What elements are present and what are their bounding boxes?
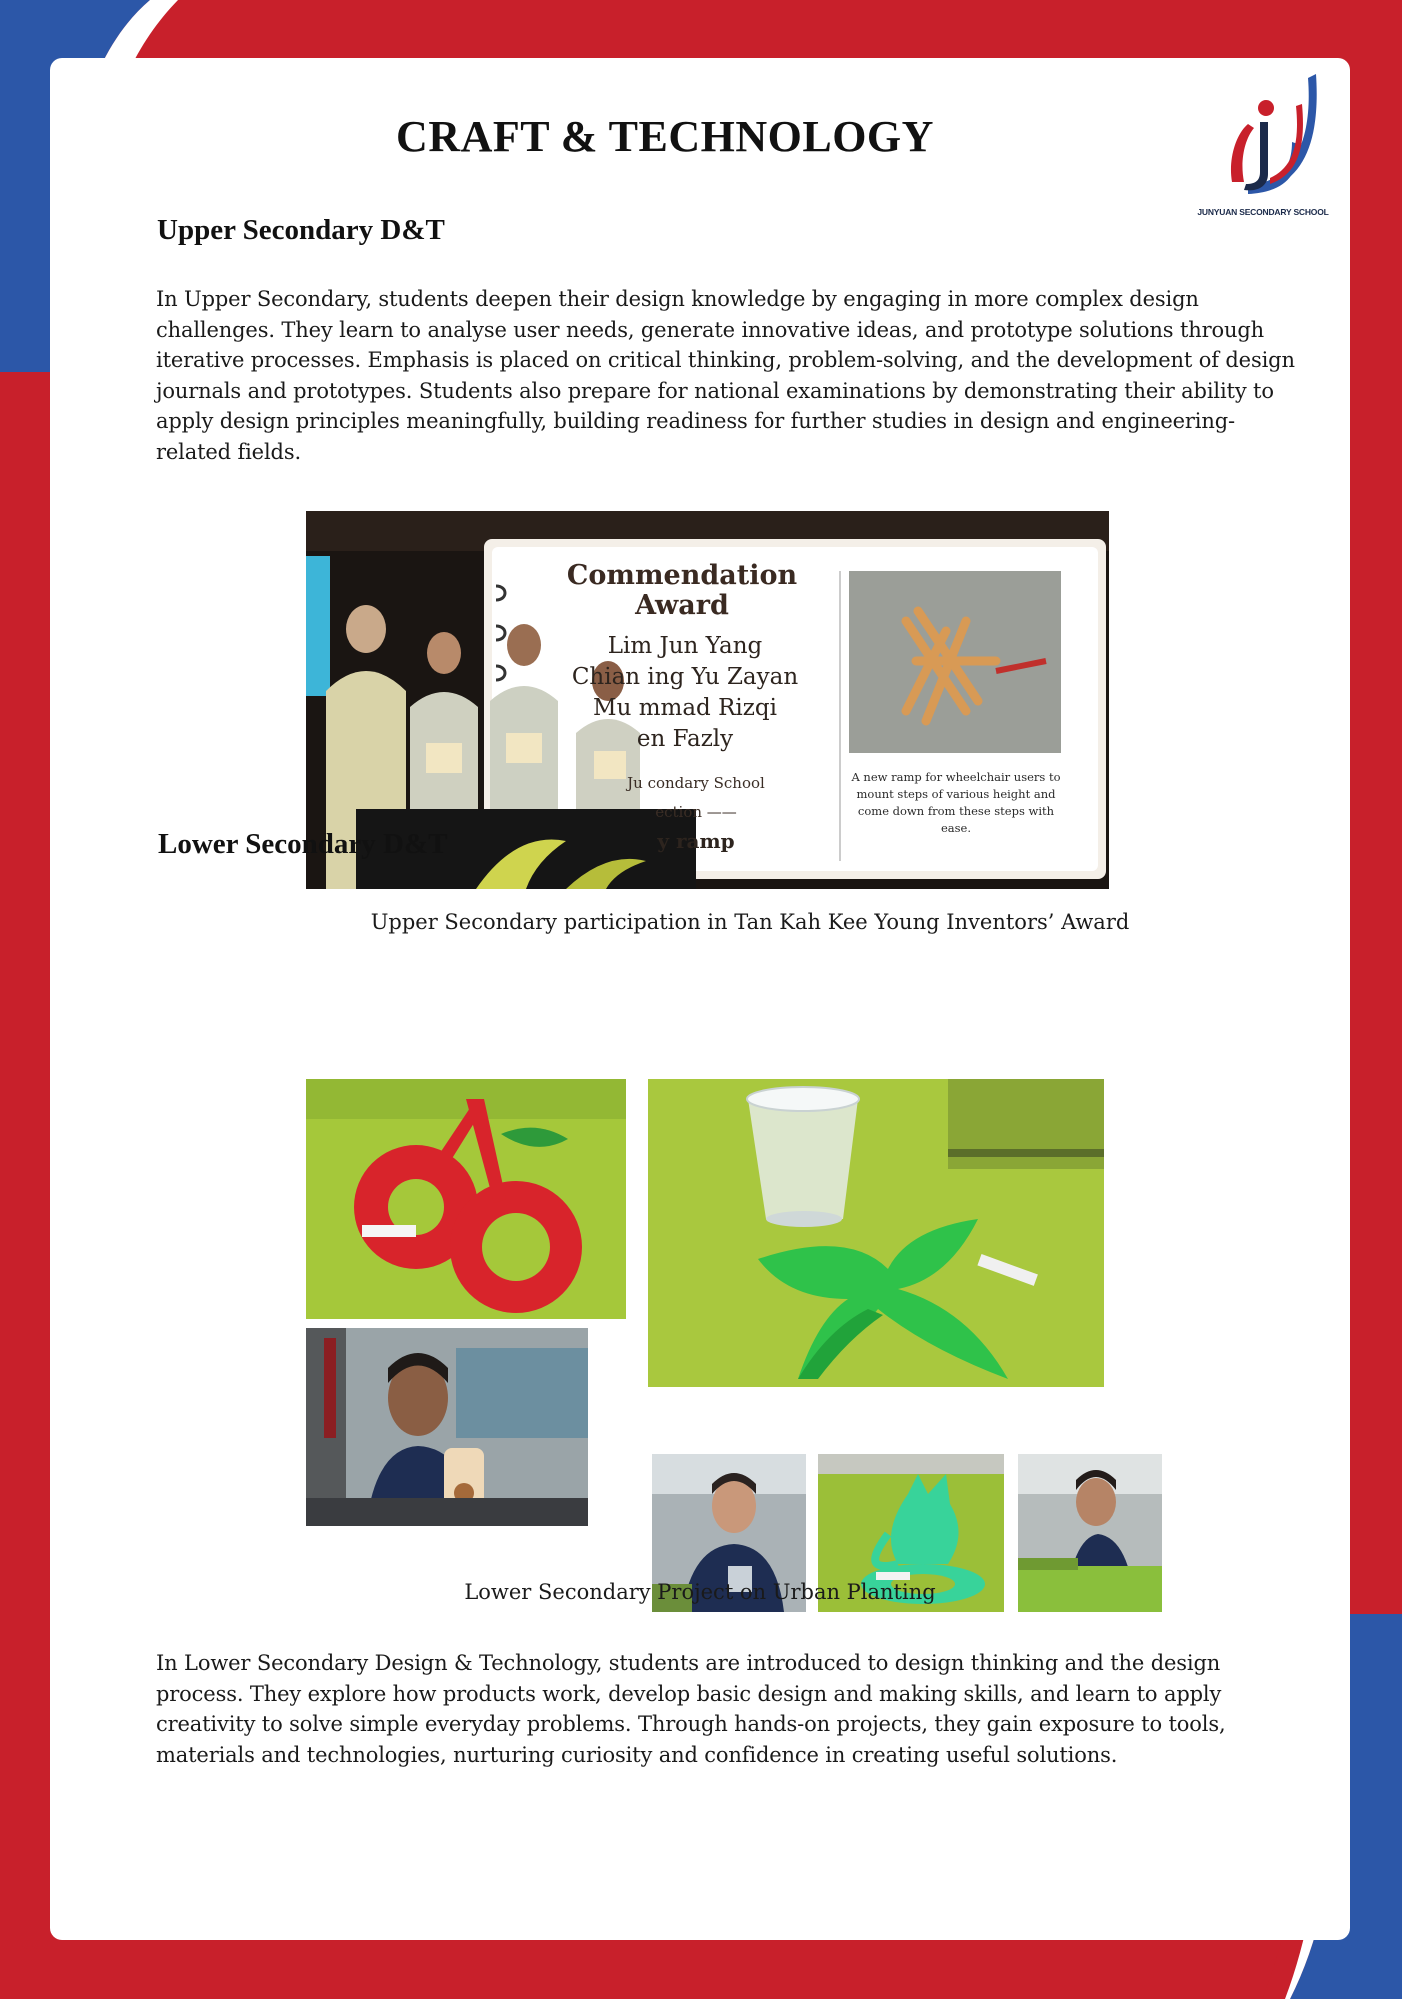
cherry-planter-photo <box>306 1079 626 1319</box>
school-logo <box>1188 64 1338 222</box>
upper-secondary-heading: Upper Secondary D&T <box>157 214 445 246</box>
board-title <box>552 561 812 621</box>
board-name: en Fazly <box>636 726 734 752</box>
lower-secondary-paragraph: In Lower Secondary Design & Technology, students are introduced to design thinking and the design process. They explore how products work, develop basic design and making skills, and learn to apply creativity to solve simple everyday problems. Through hands-on projects, they gain exposure to tools, materials and technologies, nurturing curiosity and confidence in creating useful solutions. <box>156 1651 1226 1767</box>
junyuan-school-crest-icon <box>1188 64 1338 209</box>
board-name: Mu mmad Rizqi <box>593 695 777 721</box>
board-project: y ramp <box>657 829 735 853</box>
cup-planter-photo <box>648 1079 1104 1387</box>
board-names <box>540 631 830 755</box>
lower-secondary-caption: Lower Secondary Project on Urban Planting <box>464 1580 936 1604</box>
upper-secondary-caption: Upper Secondary participation in Tan Kah Kee Young Inventors’ Award <box>370 910 1130 934</box>
board-description: A new ramp for wheelchair users to mount steps of various height and come down from these steps with ease. <box>851 770 1061 835</box>
upper-secondary-paragraph: In Upper Secondary, students deepen their design knowledge by engaging in more complex design challenges. They learn to analyse user needs, generate innovative ideas, and prototype solutions through iterative processes. Emphasis is placed on critical thinking, problem-solving, and the development of design journals and prototypes. Students also prepare for national examinations by demonstrating their ability to apply design principles meaningfully, building readiness for further studies in design and engineering-related fields. <box>156 287 1295 464</box>
logo-text: JUNYUAN SECONDARY SCHOOL <box>1197 207 1329 217</box>
board-name: Chian ing Yu Zayan <box>571 664 799 690</box>
lower-secondary-heading: Lower Secondary D&T <box>158 828 448 860</box>
student-workshop-photo <box>306 1328 588 1526</box>
board-title-line1: Commendation <box>566 560 798 591</box>
board-section: ection —— <box>655 803 737 821</box>
board-school: Ju condary School <box>627 774 765 792</box>
board-name: Lim Jun Yang <box>607 633 763 659</box>
content-page <box>50 58 1350 1940</box>
page-title: CRAFT & TECHNOLOGY <box>396 112 934 161</box>
board-title-line2: Award <box>635 590 729 621</box>
